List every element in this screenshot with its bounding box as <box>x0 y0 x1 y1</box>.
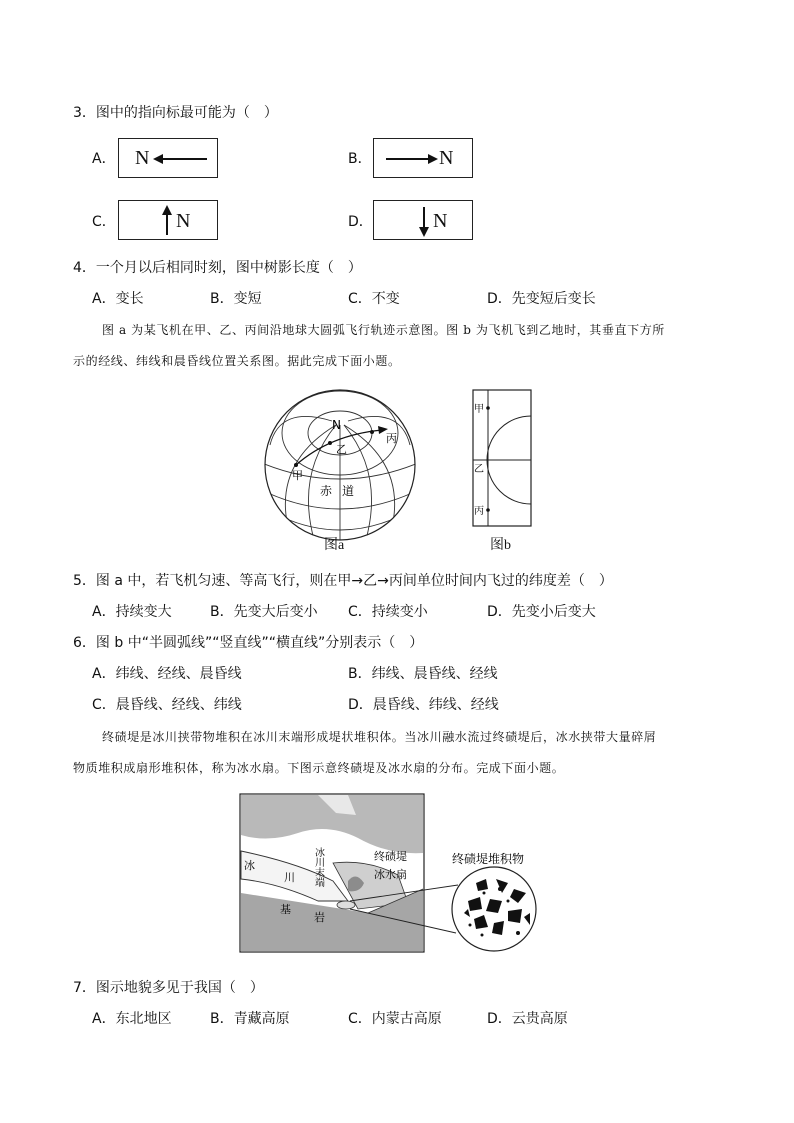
q3-option-c-compass <box>118 200 218 240</box>
q6-option-d: D．晨昏线、纬线、经线 <box>348 697 499 713</box>
figure-b-bing: 丙 <box>474 506 484 517</box>
q3-option-a-letter: A． <box>92 151 116 167</box>
north-letter: N <box>433 210 448 232</box>
q6-option-c: C．晨昏线、经线、纬线 <box>92 697 242 713</box>
q3-option-d-letter: D． <box>348 214 373 230</box>
q3-option-d-compass <box>373 200 473 240</box>
q4-stem: 4．一个月以后相同时刻，图中树影长度（ ） <box>73 260 362 276</box>
q7-option-a: A．东北地区 <box>92 1011 172 1027</box>
figure-b-caption: 图b <box>490 538 511 553</box>
q4-option-d: D．先变短后变长 <box>487 291 596 307</box>
material2-line1: 终碛堤是冰川挟带物堆积在冰川末端形成堤状堆积体。当冰川融水流过终碛堤后，冰水挟带大量碎屑 <box>102 730 657 744</box>
q4-option-b: B．变短 <box>210 291 262 307</box>
material1-line2: 示的经线、纬线和晨昏线位置关系图。据此完成下面小题。 <box>73 354 401 368</box>
glacier-label-end: 冰川末端 <box>312 847 324 887</box>
right-arrow-icon <box>374 139 474 179</box>
north-letter: N <box>439 147 454 169</box>
glacier-label-ji: 基 <box>280 903 291 916</box>
figure-b-yi: 乙 <box>474 464 484 475</box>
q5-option-a: A．持续变大 <box>92 604 172 620</box>
q4-option-a: A．变长 <box>92 291 144 307</box>
q5-option-b: B．先变大后变小 <box>210 604 318 620</box>
figure-b-diagram <box>470 388 534 530</box>
glacier-figure <box>238 793 548 955</box>
q6-stem: 6．图 b 中“半圆弧线”“竖直线”“横直线”分别表示（ ） <box>73 635 424 651</box>
q5-stem: 5．图 a 中，若飞机匀速、等高飞行，则在甲→乙→丙间单位时间内飞过的纬度差（ ） <box>73 573 613 589</box>
q7-option-c: C．内蒙古高原 <box>348 1011 442 1027</box>
north-letter: N <box>135 147 150 169</box>
glacier-label-chuan: 川 <box>284 871 295 884</box>
left-arrow-icon <box>119 139 219 179</box>
q5-option-d: D．先变小后变大 <box>487 604 596 620</box>
q6-option-b: B．纬线、晨昏线、经线 <box>348 666 498 682</box>
figure-a-equator-2: 道 <box>342 484 355 498</box>
figure-b-jia: 甲 <box>474 404 484 415</box>
q3-option-b-compass <box>373 138 473 178</box>
q4-option-c: C．不变 <box>348 291 400 307</box>
q3-option-b-letter: B． <box>348 151 372 167</box>
down-arrow-icon <box>374 201 474 241</box>
figure-a-globe <box>260 385 420 555</box>
figure-a-yi: 乙 <box>336 443 347 456</box>
figure-a-jia: 甲 <box>292 469 303 482</box>
figure-a-bing: 丙 <box>386 432 397 445</box>
q6-option-a: A．纬线、经线、晨昏线 <box>92 666 242 682</box>
figure-a-caption: 图a <box>324 538 345 553</box>
q7-option-d: D．云贵高原 <box>487 1011 568 1027</box>
glacier-label-moraine: 终碛堤 <box>374 850 407 863</box>
q7-stem: 7．图示地貌多见于我国（ ） <box>73 980 264 996</box>
glacier-label-fan: 冰水扇 <box>374 868 407 881</box>
material2-line2: 物质堆积成扇形堆积体，称为冰水扇。下图示意终碛堤及冰水扇的分布。完成下面小题。 <box>73 761 565 775</box>
north-letter: N <box>176 210 191 232</box>
figure-a-pole: N <box>332 418 341 432</box>
q3-stem: 3．图中的指向标最可能为（ ） <box>73 105 278 121</box>
q3-option-a-compass <box>118 138 218 178</box>
material1-line1: 图 a 为某飞机在甲、乙、丙间沿地球大圆弧飞行轨迹示意图。图 b 为飞机飞到乙地时，其垂直下方所 <box>102 323 665 337</box>
glacier-label-bing: 冰 <box>244 859 255 872</box>
glacier-label-yan: 岩 <box>314 911 325 924</box>
figure-a-equator-1: 赤 <box>320 484 333 498</box>
up-arrow-icon <box>119 201 219 241</box>
q5-option-c: C．持续变小 <box>348 604 428 620</box>
q7-option-b: B．青藏高原 <box>210 1011 290 1027</box>
glacier-detail-title: 终碛堤堆积物 <box>452 852 525 866</box>
q3-option-c-letter: C． <box>92 214 116 230</box>
